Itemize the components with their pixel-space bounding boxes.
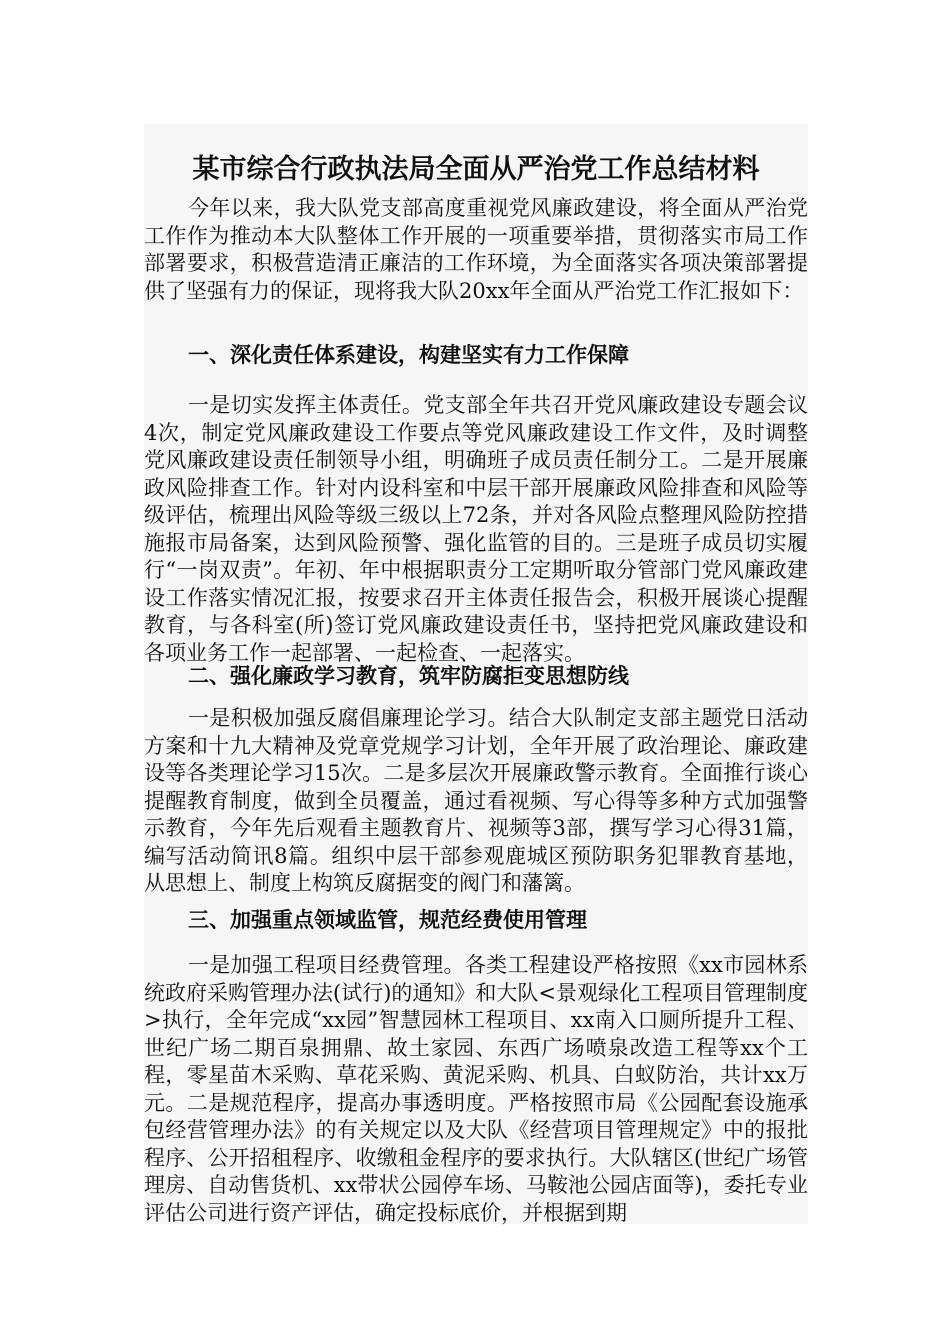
section-1-heading: 一、深化责任体系建设，构建坚实有力工作保障 [188, 342, 629, 367]
section-1-body: 一是切实发挥主体责任。党支部全年共召开党风廉政建设专题会议4次，制定党风廉政建设工作要点等党风廉政建设工作文件，及时调整党风廉政建设责任制领导小组，明确班子成员责任制分工。二是开展廉政风险排查工作。针对内设科室和中层干部开展廉政风险排查和风险等级评估，梳理出风险等级三级以上72条，并对各风险点整理风险防控措施报市局备案，达到风险预警、强化监管的目的。三是班子成员切实履行“一岗双责”。年初、年中根据职责分工定期听取分管部门党风廉政建设工作落实情况汇报，按要求召开主体责任报告会，积极开展谈心提醒教育，与各科室(所)签订党风廉政建设责任书，坚持把党风廉政建设和各项业务工作一起部署、一起检查、一起落实。 [144, 393, 808, 665]
intro-paragraph: 今年以来，我大队党支部高度重视党风廉政建设，将全面从严治党工作作为推动本大队整体工作开展的一项重要举措，贯彻落实市局工作部署要求，积极营造清正廉洁的工作环境，为全面落实各项决策部署提供了坚强有力的保证，现将我大队20xx年全面从严治党工作汇报如下： [144, 196, 808, 303]
section-3-heading: 三、加强重点领域监管，规范经费使用管理 [188, 907, 587, 932]
document-title: 某市综合行政执法局全面从严治党工作总结材料 [192, 154, 760, 186]
section-3-body: 一是加强工程项目经费管理。各类工程建设严格按照《xx市园林系统政府采购管理办法(试行)的通知》和大队<景观绿化工程项目管理制度>执行，全年完成“xx园”智慧园林工程项目、xx南入口厕所提升工程、世纪广场二期百泉拥鼎、故土家园、东西广场喷泉改造工程等xx个工程，零星苗木采购、草花采购、黄泥采购、机具、白蚁防治，共计xx万元。二是规范程序，提高办事透明度。严格按照市局《公园配套设施承包经营管理办法》的有关规定以及大队《经营项目管理规定》中的报批程序、公开招租程序、收缴租金程序的要求执行。大队辖区(世纪广场管理房、自动售货机、xx带状公园停车场、马鞍池公园店面等)，委托专业评估公司进行资产评估，确定投标底价，并根据到期 [144, 953, 808, 1225]
section-2-body: 一是积极加强反腐倡廉理论学习。结合大队制定支部主题党日活动方案和十九大精神及党章党规学习计划，全年开展了政治理论、廉政建设等各类理论学习15次。二是多层次开展廉政警示教育。全面推行谈心提醒教育制度，做到全员覆盖，通过看视频、写心得等多种方式加强警示教育，今年先后观看主题教育片、视频等3部，撰写学习心得31篇，编写活动简讯8篇。组织中层干部参观鹿城区预防职务犯罪教育基地，从思想上、制度上构筑反腐据变的阀门和藩篱。 [144, 706, 808, 895]
section-2-heading: 二、强化廉政学习教育，筑牢防腐拒变思想防线 [188, 663, 629, 688]
